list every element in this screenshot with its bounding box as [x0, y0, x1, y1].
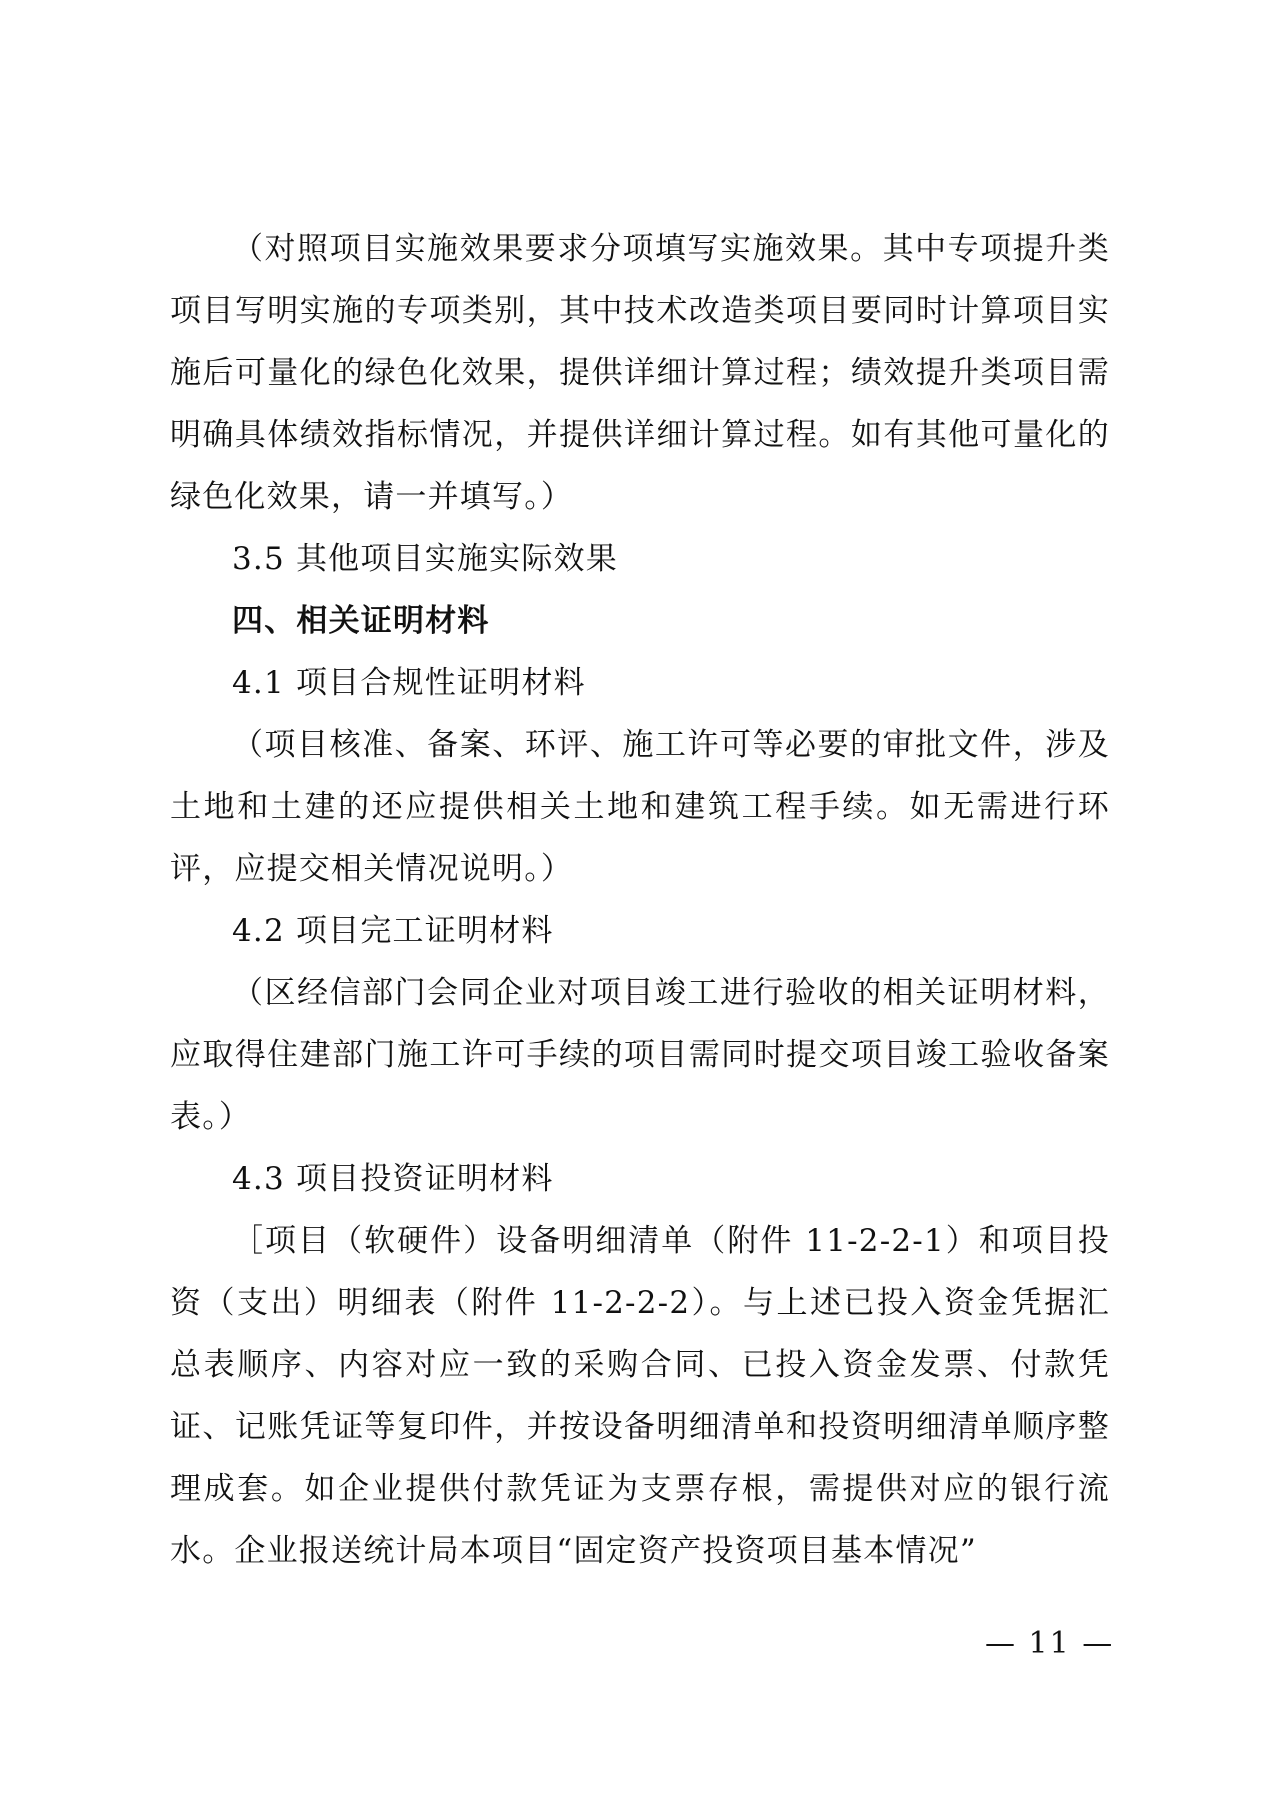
effect-instructions-paragraph: （对照项目实施效果要求分项填写实施效果。其中专项提升类项目写明实施的专项类别，其中技术改造类项目要同时计算项目实施后可量化的绿色化效果，提供详细计算过程；绩效提升类项目需明确具体绩效指标情况，并提供详细计算过程。如有其他可量化的绿色化效果，请一并填写。） [170, 231, 1110, 515]
page-number: — 11 — [985, 1626, 1115, 1661]
section-4-3-heading: 4.3 项目投资证明材料 [232, 1161, 554, 1197]
section-4-heading: 四、相关证明材料 [232, 603, 490, 639]
investment-materials-paragraph: ［项目（软硬件）设备明细清单（附件 11-2-2-1）和项目投资（支出）明细表（附件 11-2-2-2）。与上述已投入资金凭据汇总表顺序、内容对应一致的采购合同、已投入资金发票、付款凭证、记账凭证等复印件，并按设备明细清单和投资明细清单顺序整理成套。如企业提供付款凭证为支票存根，需提供对应的银行流水。企业报送统计局本项目“固定资产投资项目基本情况” [170, 1223, 1110, 1569]
completion-materials-paragraph: （区经信部门会同企业对项目竣工进行验收的相关证明材料，应取得住建部门施工许可手续的项目需同时提交项目竣工验收备案表。） [170, 975, 1110, 1135]
compliance-materials-paragraph: （项目核准、备案、环评、施工许可等必要的审批文件，涉及土地和土建的还应提供相关土地和建筑工程手续。如无需进行环评，应提交相关情况说明。） [170, 727, 1110, 887]
section-4-2-heading: 4.2 项目完工证明材料 [232, 913, 554, 949]
section-4-1-heading: 4.1 项目合规性证明材料 [232, 665, 586, 701]
document-body [170, 218, 1110, 1582]
section-3-5-heading: 3.5 其他项目实施实际效果 [232, 541, 618, 577]
